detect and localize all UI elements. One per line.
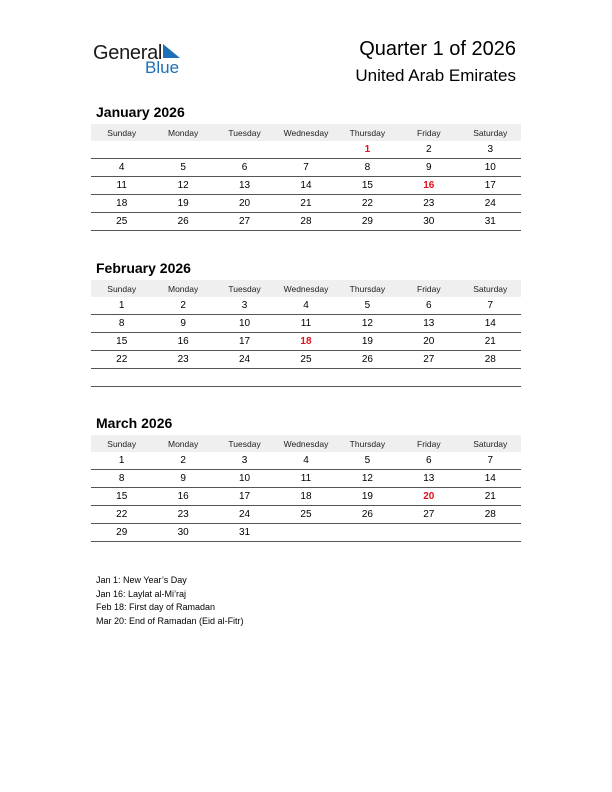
- day-cell: 7: [275, 159, 336, 177]
- weekday-header: Monday: [152, 280, 213, 297]
- day-cell: 25: [275, 351, 336, 369]
- day-cell: 26: [152, 213, 213, 231]
- day-cell: [460, 524, 521, 542]
- day-cell: 28: [275, 213, 336, 231]
- day-cell: 19: [337, 333, 398, 351]
- day-cell: 13: [398, 470, 459, 488]
- day-cell: 21: [460, 488, 521, 506]
- day-cell: 6: [214, 159, 275, 177]
- day-cell: 30: [152, 524, 213, 542]
- week-row: [91, 141, 521, 159]
- day-cell: [337, 369, 398, 387]
- logo: [93, 40, 193, 80]
- day-cell: 23: [398, 195, 459, 213]
- week-row: [91, 506, 521, 524]
- day-cell: 29: [337, 213, 398, 231]
- day-cell: 14: [460, 470, 521, 488]
- day-cell: 27: [398, 351, 459, 369]
- weekday-header: Monday: [152, 435, 213, 452]
- day-cell: 18: [275, 333, 336, 351]
- day-cell: 11: [91, 177, 152, 195]
- day-cell: 9: [398, 159, 459, 177]
- weekday-header: Wednesday: [275, 280, 336, 297]
- day-cell: 30: [398, 213, 459, 231]
- month-january: [91, 103, 521, 231]
- day-cell: 12: [152, 177, 213, 195]
- week-row: [91, 195, 521, 213]
- week-row: [91, 159, 521, 177]
- day-cell: 25: [91, 213, 152, 231]
- day-cell: 8: [337, 159, 398, 177]
- day-cell: 12: [337, 470, 398, 488]
- week-row: [91, 351, 521, 369]
- day-cell: 24: [460, 195, 521, 213]
- day-cell: 3: [214, 297, 275, 315]
- day-cell: 28: [460, 351, 521, 369]
- day-cell: [91, 369, 152, 387]
- day-cell: 13: [214, 177, 275, 195]
- day-cell: 2: [398, 141, 459, 159]
- holiday-note: Jan 1: New Year’s Day: [96, 575, 187, 585]
- month-title: March 2026: [96, 415, 173, 431]
- day-cell: 1: [91, 452, 152, 470]
- day-cell: [152, 369, 213, 387]
- day-cell: 2: [152, 297, 213, 315]
- weekday-header: Sunday: [91, 435, 152, 452]
- day-cell: [398, 524, 459, 542]
- day-cell: 26: [337, 506, 398, 524]
- weekday-header: Friday: [398, 124, 459, 141]
- page-title: Quarter 1 of 2026: [359, 38, 516, 60]
- day-cell: 10: [460, 159, 521, 177]
- weekday-header: Thursday: [337, 435, 398, 452]
- day-cell: 4: [275, 452, 336, 470]
- week-row: [91, 524, 521, 542]
- day-cell: 27: [214, 213, 275, 231]
- day-cell: 16: [398, 177, 459, 195]
- day-cell: [214, 369, 275, 387]
- month-march: [91, 414, 521, 542]
- country-name: United Arab Emirates: [355, 66, 516, 85]
- day-cell: 11: [275, 470, 336, 488]
- weekday-header: Tuesday: [214, 435, 275, 452]
- day-cell: 11: [275, 315, 336, 333]
- day-cell: [337, 524, 398, 542]
- holiday-notes: [96, 574, 244, 628]
- weekday-header: Thursday: [337, 124, 398, 141]
- day-cell: 27: [398, 506, 459, 524]
- day-cell: 17: [214, 488, 275, 506]
- day-cell: [398, 369, 459, 387]
- day-cell: 3: [214, 452, 275, 470]
- day-cell: 23: [152, 506, 213, 524]
- day-cell: 2: [152, 452, 213, 470]
- holiday-note: Jan 16: Laylat al-Mi’raj: [96, 588, 187, 599]
- logo-general-text: General: [93, 42, 163, 64]
- day-cell: 15: [91, 488, 152, 506]
- month-title: January 2026: [96, 104, 185, 120]
- weekday-header: Monday: [152, 124, 213, 141]
- weekday-header: Saturday: [460, 435, 521, 452]
- day-cell: 4: [275, 297, 336, 315]
- day-cell: 1: [337, 141, 398, 159]
- day-cell: 15: [91, 333, 152, 351]
- month-title: February 2026: [96, 260, 191, 276]
- weekday-header: Sunday: [91, 280, 152, 297]
- day-cell: 19: [152, 195, 213, 213]
- day-cell: 14: [275, 177, 336, 195]
- day-cell: 18: [91, 195, 152, 213]
- day-cell: 24: [214, 351, 275, 369]
- day-cell: 4: [91, 159, 152, 177]
- day-cell: 16: [152, 333, 213, 351]
- day-cell: 19: [337, 488, 398, 506]
- day-cell: 15: [337, 177, 398, 195]
- week-row: [91, 369, 521, 387]
- weekday-header: Friday: [398, 280, 459, 297]
- weekday-header: Wednesday: [275, 124, 336, 141]
- day-cell: [91, 141, 152, 159]
- week-row: [91, 333, 521, 351]
- day-cell: 9: [152, 315, 213, 333]
- day-cell: 17: [214, 333, 275, 351]
- day-cell: 18: [275, 488, 336, 506]
- week-row: [91, 452, 521, 470]
- month-february: [91, 259, 521, 387]
- week-row: [91, 488, 521, 506]
- day-cell: 14: [460, 315, 521, 333]
- weekday-header: Wednesday: [275, 435, 336, 452]
- weekday-header-row: [91, 435, 521, 452]
- day-cell: 13: [398, 315, 459, 333]
- day-cell: 20: [398, 333, 459, 351]
- day-cell: 17: [460, 177, 521, 195]
- calendar-grid: [91, 280, 521, 387]
- calendar-grid: [91, 124, 521, 231]
- weekday-header: Saturday: [460, 124, 521, 141]
- day-cell: 9: [152, 470, 213, 488]
- week-row: [91, 297, 521, 315]
- day-cell: 6: [398, 297, 459, 315]
- day-cell: 6: [398, 452, 459, 470]
- day-cell: 21: [275, 195, 336, 213]
- day-cell: 7: [460, 452, 521, 470]
- day-cell: 26: [337, 351, 398, 369]
- day-cell: 31: [460, 213, 521, 231]
- day-cell: [275, 524, 336, 542]
- day-cell: 5: [152, 159, 213, 177]
- day-cell: 22: [91, 351, 152, 369]
- day-cell: 20: [398, 488, 459, 506]
- day-cell: 5: [337, 452, 398, 470]
- day-cell: 16: [152, 488, 213, 506]
- day-cell: 22: [91, 506, 152, 524]
- day-cell: 23: [152, 351, 213, 369]
- day-cell: 20: [214, 195, 275, 213]
- weekday-header: Saturday: [460, 280, 521, 297]
- day-cell: 12: [337, 315, 398, 333]
- week-row: [91, 315, 521, 333]
- day-cell: [460, 369, 521, 387]
- day-cell: [214, 141, 275, 159]
- day-cell: 1: [91, 297, 152, 315]
- logo-blue-text: Blue: [145, 58, 180, 77]
- weekday-header-row: [91, 280, 521, 297]
- day-cell: 3: [460, 141, 521, 159]
- weekday-header: Thursday: [337, 280, 398, 297]
- day-cell: 8: [91, 470, 152, 488]
- day-cell: 5: [337, 297, 398, 315]
- holiday-note: Mar 20: End of Ramadan (Eid al-Fitr): [96, 615, 244, 626]
- day-cell: [152, 141, 213, 159]
- day-cell: 8: [91, 315, 152, 333]
- day-cell: 10: [214, 470, 275, 488]
- day-cell: [275, 369, 336, 387]
- day-cell: 21: [460, 333, 521, 351]
- weekday-header: Tuesday: [214, 280, 275, 297]
- day-cell: [275, 141, 336, 159]
- day-cell: 29: [91, 524, 152, 542]
- day-cell: 28: [460, 506, 521, 524]
- day-cell: 10: [214, 315, 275, 333]
- day-cell: 22: [337, 195, 398, 213]
- weekday-header: Sunday: [91, 124, 152, 141]
- week-row: [91, 177, 521, 195]
- weekday-header: Friday: [398, 435, 459, 452]
- week-row: [91, 470, 521, 488]
- weekday-header-row: [91, 124, 521, 141]
- calendar-grid: [91, 435, 521, 542]
- week-row: [91, 213, 521, 231]
- day-cell: 25: [275, 506, 336, 524]
- weekday-header: Tuesday: [214, 124, 275, 141]
- holiday-note: Feb 18: First day of Ramadan: [96, 602, 216, 612]
- day-cell: 7: [460, 297, 521, 315]
- day-cell: 24: [214, 506, 275, 524]
- day-cell: 31: [214, 524, 275, 542]
